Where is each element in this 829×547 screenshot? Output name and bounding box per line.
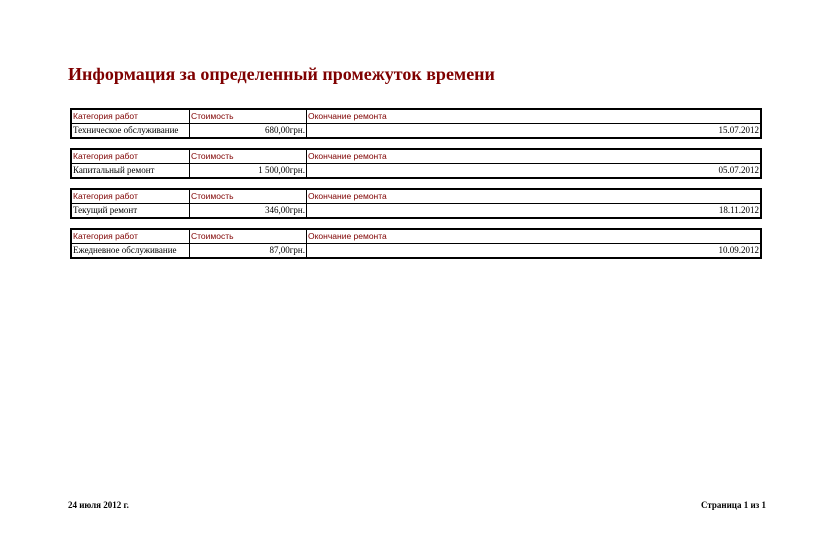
record-header-row [72, 110, 760, 124]
value-category: Техническое обслуживание [73, 125, 179, 135]
value-category: Капитальный ремонт [73, 165, 155, 175]
record-header-row [72, 230, 760, 244]
header-category: Категория работ [73, 111, 138, 121]
value-end-date: 10.09.2012 [306, 244, 760, 257]
value-category: Текущий ремонт [73, 205, 138, 215]
record-value-row [72, 124, 760, 137]
header-cost: Стоимость [189, 110, 306, 123]
header-cost: Стоимость [189, 150, 306, 163]
header-cost: Стоимость [189, 230, 306, 243]
value-category: Ежедневное обслуживание [73, 245, 177, 255]
records-list [70, 108, 762, 268]
header-end-date: Окончание ремонта [306, 190, 760, 203]
header-category: Категория работ [73, 231, 138, 241]
value-cost: 346,00грн. [189, 204, 306, 217]
header-end-date: Окончание ремонта [306, 150, 760, 163]
footer-date: 24 июля 2012 г. [68, 500, 129, 510]
header-category: Категория работ [73, 151, 138, 161]
record-value-row [72, 204, 760, 217]
value-cost: 87,00грн. [189, 244, 306, 257]
value-cost: 1 500,00грн. [189, 164, 306, 177]
header-end-date: Окончание ремонта [306, 230, 760, 243]
header-end-date: Окончание ремонта [306, 110, 760, 123]
record-value-row [72, 164, 760, 177]
record-header-row [72, 150, 760, 164]
header-category: Категория работ [73, 191, 138, 201]
value-cost: 680,00грн. [189, 124, 306, 137]
record-block [70, 148, 762, 179]
value-end-date: 15.07.2012 [306, 124, 760, 137]
record-block [70, 108, 762, 139]
footer-page-number: Страница 1 из 1 [700, 500, 766, 510]
record-header-row [72, 190, 760, 204]
record-block [70, 188, 762, 219]
header-cost: Стоимость [189, 190, 306, 203]
value-end-date: 05.07.2012 [306, 164, 760, 177]
page-title: Информация за определенный промежуток времени [68, 64, 495, 84]
record-block [70, 228, 762, 259]
record-value-row [72, 244, 760, 257]
value-end-date: 18.11.2012 [306, 204, 760, 217]
